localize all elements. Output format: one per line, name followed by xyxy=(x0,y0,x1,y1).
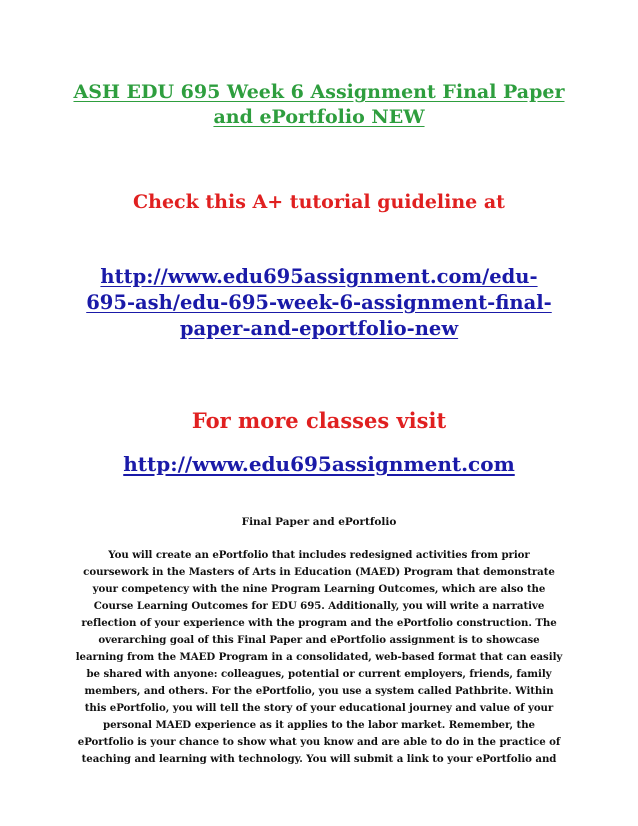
classes-link-anchor[interactable]: http://www.edu695assignment.com xyxy=(123,452,515,476)
tutorial-link-line-3[interactable]: paper-and-eportfolio-new xyxy=(179,317,459,340)
description-line: be shared with anyone: colleagues, potential or current employers, friends, family xyxy=(86,668,552,680)
classes-link[interactable] xyxy=(0,451,638,477)
tutorial-link-line-2[interactable]: 695-ash/edu-695-week-6-assignment-final- xyxy=(86,291,552,314)
description-line: learning from the MAED Program in a consolidated, web-based format that can easily xyxy=(75,651,563,663)
tutorial-guideline-heading: Check this A+ tutorial guideline at xyxy=(133,191,505,213)
tutorial-link-line-1[interactable]: http://www.edu695assignment.com/edu- xyxy=(100,265,538,288)
description-line: your competency with the nine Program Learning Outcomes, which are also the xyxy=(92,583,546,595)
description-line: You will create an ePortfolio that includes redesigned activities from prior xyxy=(108,549,530,561)
description-line: this ePortfolio, you will tell the story of your educational journey and value of your xyxy=(84,702,554,714)
document-title-line-1: ASH EDU 695 Week 6 Assignment Final Paper xyxy=(73,81,565,103)
assignment-description xyxy=(72,547,566,768)
description-line: members, and others. For the ePortfolio, you use a system called Pathbrite. Within xyxy=(84,685,554,697)
document-title xyxy=(0,80,638,130)
document-title-line-2: and ePortfolio NEW xyxy=(213,106,425,128)
description-line: reflection of your experience with the program and the ePortfolio construction. The xyxy=(81,617,557,629)
more-classes-heading: For more classes visit xyxy=(191,408,447,433)
paper-title: Final Paper and ePortfolio xyxy=(241,516,397,528)
description-line: ePortfolio is your chance to show what you know and are able to do in the practice of xyxy=(77,736,561,748)
description-line: overarching goal of this Final Paper and ePortfolio assignment is to showcase xyxy=(98,634,540,646)
description-line: personal MAED experience as it applies to the labor market. Remember, the xyxy=(103,719,535,731)
description-line: Course Learning Outcomes for EDU 695. Additionally, you will write a narrative xyxy=(93,600,545,612)
description-line: teaching and learning with technology. You will submit a link to your ePortfolio and xyxy=(81,753,557,765)
description-line: coursework in the Masters of Arts in Education (MAED) Program that demonstrate xyxy=(83,566,555,578)
tutorial-link[interactable] xyxy=(0,264,638,342)
